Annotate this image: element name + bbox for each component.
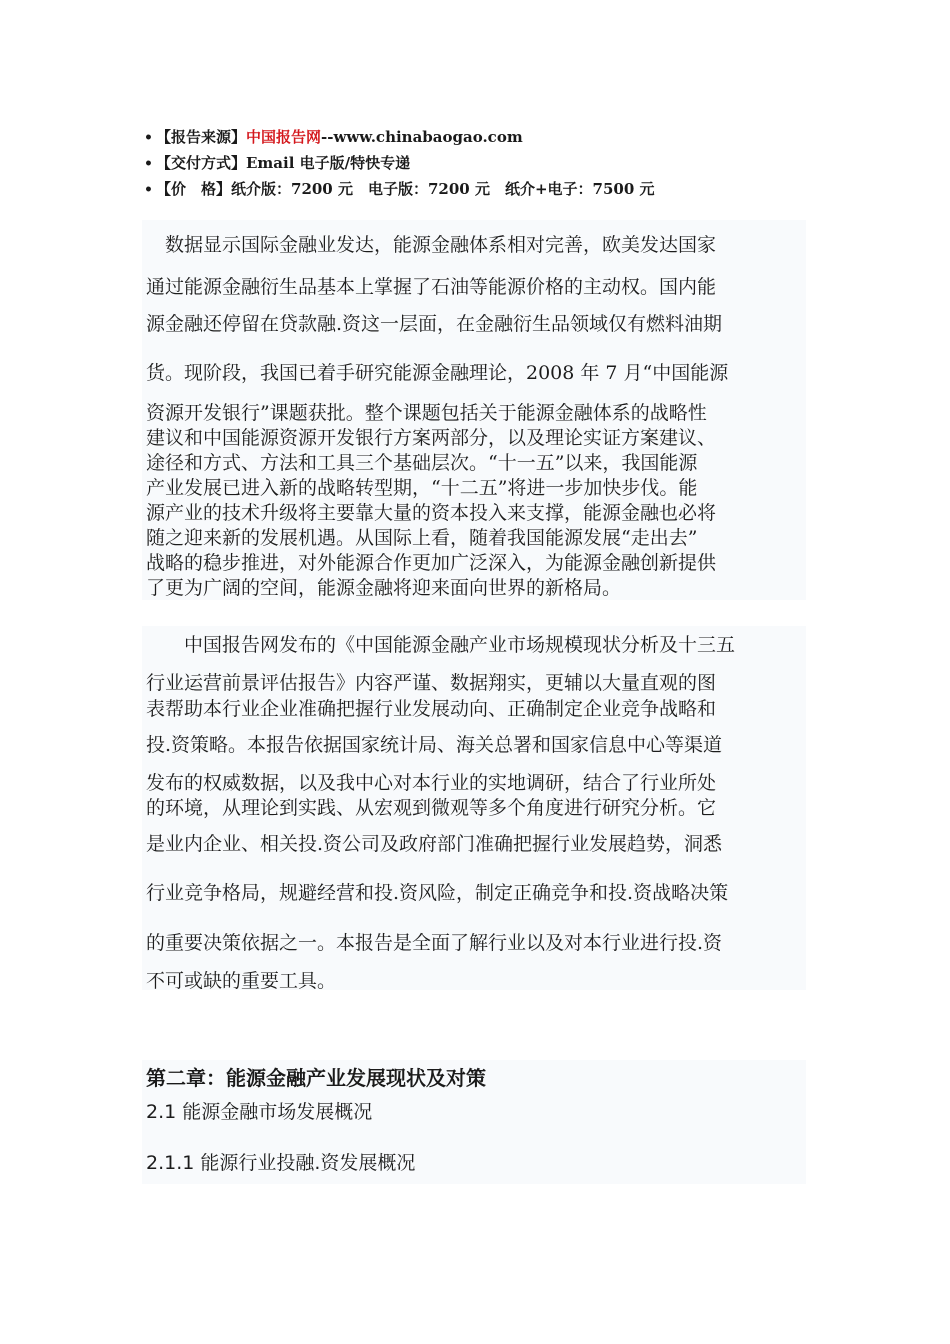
paragraph-line: 发布的权威数据，以及我中心对本行业的实地调研，结合了行业所处 (146, 772, 717, 794)
paragraph-line: 是业内企业、相关投.资公司及政府部门准确把握行业发展趋势，洞悉 (146, 833, 723, 855)
paragraph-line: 行业运营前景评估报告》内容严谨、数据翔实，更辅以大量直观的图 (146, 672, 717, 694)
price-text: 【价 格】纸介版：7200 元 电子版：7200 元 纸介+电子：7500 元 (156, 180, 655, 198)
section-heading-2-1: 2.1 能源金融市场发展概况 (146, 1101, 373, 1123)
bullet-icon: • (144, 182, 153, 198)
paragraph-line: 货。现阶段，我国已着手研究能源金融理论，2008 年 7 月“中国能源 (146, 362, 729, 384)
paragraph-line: 的重要决策依据之一。本报告是全面了解行业以及对本行业进行投.资 (146, 932, 723, 954)
report-info-list (144, 124, 654, 202)
paragraph-line: 投.资策略。本报告依据国家统计局、海关总署和国家信息中心等渠道 (146, 734, 723, 756)
paragraph-line: 行业竞争格局，规避经营和投.资风险，制定正确竞争和投.资战略决策 (146, 882, 729, 904)
paragraph-line: 中国报告网发布的《中国能源金融产业市场规模现状分析及十三五 (146, 634, 736, 656)
chapter-heading: 第二章：能源金融产业发展现状及对策 (146, 1066, 486, 1090)
source-url-link[interactable]: --www.chinabaogao.com (321, 128, 523, 146)
info-item-price (144, 176, 654, 202)
paragraph-line: 数据显示国际金融业发达，能源金融体系相对完善，欧美发达国家 (146, 234, 717, 256)
paragraph-line: 不可或缺的重要工具。 (146, 970, 337, 992)
info-item-delivery (144, 150, 654, 176)
paragraph-line: 源产业的技术升级将主要靠大量的资本投入来支撑，能源金融也必将 (146, 502, 717, 524)
bullet-icon: • (144, 130, 153, 146)
paragraph-line: 的环境，从理论到实践、从宏观到微观等多个角度进行研究分析。它 (146, 797, 717, 819)
paragraph-line: 产业发展已进入新的战略转型期，“十二五”将进一步加快步伐。能 (146, 477, 698, 499)
paragraph-line: 了更为广阔的空间，能源金融将迎来面向世界的新格局。 (146, 577, 622, 599)
info-item-source (144, 124, 654, 150)
paragraph-line: 通过能源金融衍生品基本上掌握了石油等能源价格的主动权。国内能 (146, 276, 717, 298)
source-name-link[interactable]: 中国报告网 (246, 128, 322, 146)
paragraph-line: 建议和中国能源资源开发银行方案两部分，以及理论实证方案建议、 (146, 427, 717, 449)
paragraph-line: 资源开发银行”课题获批。整个课题包括关于能源金融体系的战略性 (146, 402, 707, 424)
paragraph-line: 途径和方式、方法和工具三个基础层次。“十一五”以来，我国能源 (146, 452, 698, 474)
paragraph-line: 源金融还停留在贷款融.资这一层面，在金融衍生品领域仅有燃料油期 (146, 313, 723, 335)
bullet-icon: • (144, 156, 153, 172)
paragraph-line: 表帮助本行业企业准确把握行业发展动向、正确制定企业竞争战略和 (146, 698, 717, 720)
paragraph-line: 战略的稳步推进，对外能源合作更加广泛深入，为能源金融创新提供 (146, 552, 717, 574)
paragraph-line: 随之迎来新的发展机遇。从国际上看，随着我国能源发展“走出去” (146, 527, 698, 549)
source-label: 【报告来源】 (156, 128, 247, 146)
delivery-text: 【交付方式】Email 电子版/特快专递 (156, 154, 411, 172)
section-heading-2-1-1: 2.1.1 能源行业投融.资发展概况 (146, 1152, 416, 1174)
